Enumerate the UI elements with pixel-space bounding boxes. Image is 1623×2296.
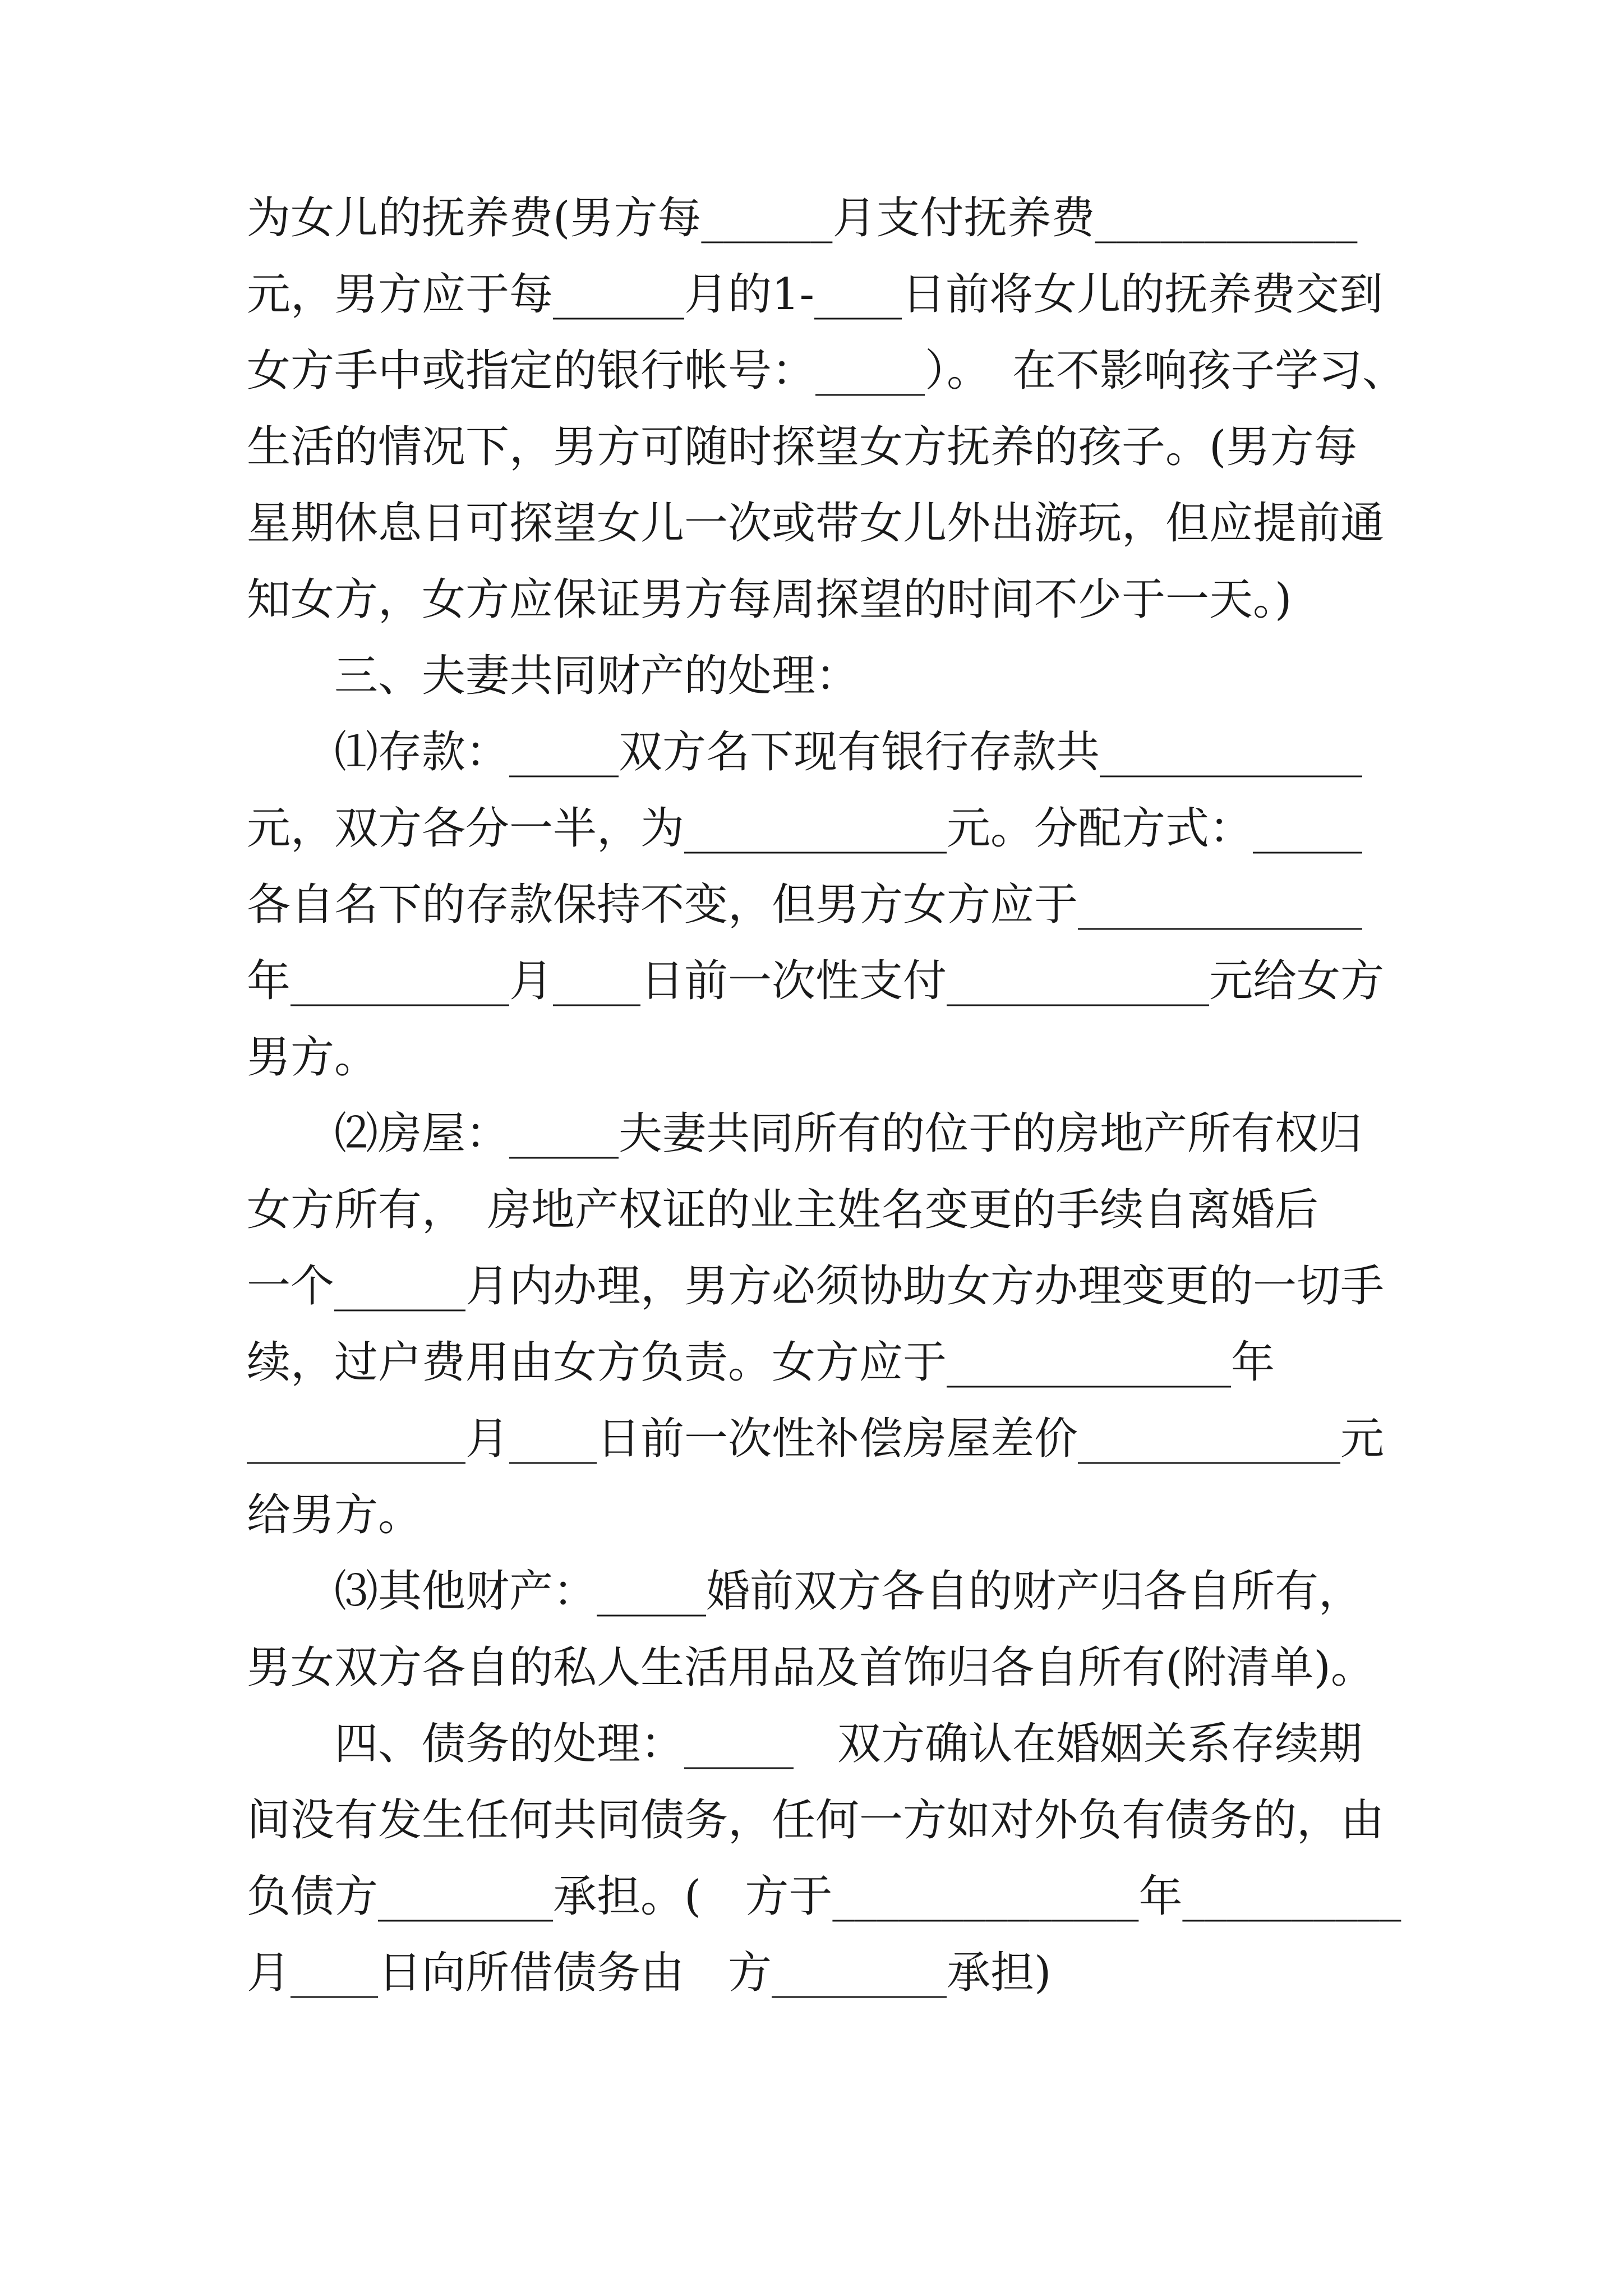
text-line-11: 年__________月____日前一次性支付____________元给女方 — [247, 956, 1385, 1006]
text-line-1: 为女儿的抚养费(男方每______月支付抚养费____________ — [247, 193, 1358, 243]
text-line-8: ⑴存款：_____双方名下现有银行存款共____________ — [247, 727, 1363, 777]
text-line-14: 女方所有， 房地产权证的业主姓名变更的手续自离婚后 — [247, 1185, 1319, 1235]
text-line-24: 月____日向所借债务由 方________承担) — [247, 1948, 1052, 1998]
text-line-10: 各自名下的存款保持不变，但男方女方应于_____________ — [247, 880, 1363, 930]
text-line-20: 男女双方各自的私人生活用品及首饰归各自所有(附清单)。 — [247, 1642, 1375, 1693]
text-line-4: 生活的情况下，男方可随时探望女方抚养的孩子。(男方每 — [247, 422, 1358, 472]
text-line-17: __________月____日前一次性补偿房屋差价____________元 — [247, 1414, 1385, 1464]
text-line-9: 元，双方各分一半，为____________元。分配方式：_____ — [247, 803, 1363, 854]
text-line-15: 一个______月内办理，男方必须协助女方办理变更的一切手 — [247, 1261, 1385, 1312]
text-line-5: 星期休息日可探望女儿一次或带女儿外出游玩，但应提前通 — [247, 498, 1385, 549]
text-line-19: ⑶其他财产：_____婚前双方各自的财产归各自所有， — [247, 1566, 1363, 1617]
text-line-12: 男方。 — [247, 1032, 379, 1083]
section-heading-debt: 四、债务的处理：_____ 双方确认在婚姻关系存续期 — [247, 1719, 1363, 1769]
text-line-2: 元，男方应于每______月的1-____日前将女儿的抚养费交到 — [247, 269, 1383, 320]
text-line-16: 续，过户费用由女方负责。女方应于_____________年 — [247, 1337, 1275, 1388]
section-heading-property: 三、夫妻共同财产的处理： — [247, 651, 860, 701]
text-line-6: 知女方，女方应保证男方每周探望的时间不少于一天。) — [247, 574, 1292, 625]
text-line-18: 给男方。 — [247, 1490, 422, 1540]
text-line-3: 女方手中或指定的银行帐号：_____）。 在不影响孩子学习、 — [247, 346, 1407, 396]
text-line-13: ⑵房屋：_____夫妻共同所有的位于的房地产所有权归 — [247, 1108, 1363, 1159]
text-line-22: 间没有发生任何共同债务，任何一方如对外负有债务的，由 — [247, 1795, 1385, 1846]
text-line-23: 负债方________承担。( 方于______________年__________ — [247, 1871, 1401, 1922]
